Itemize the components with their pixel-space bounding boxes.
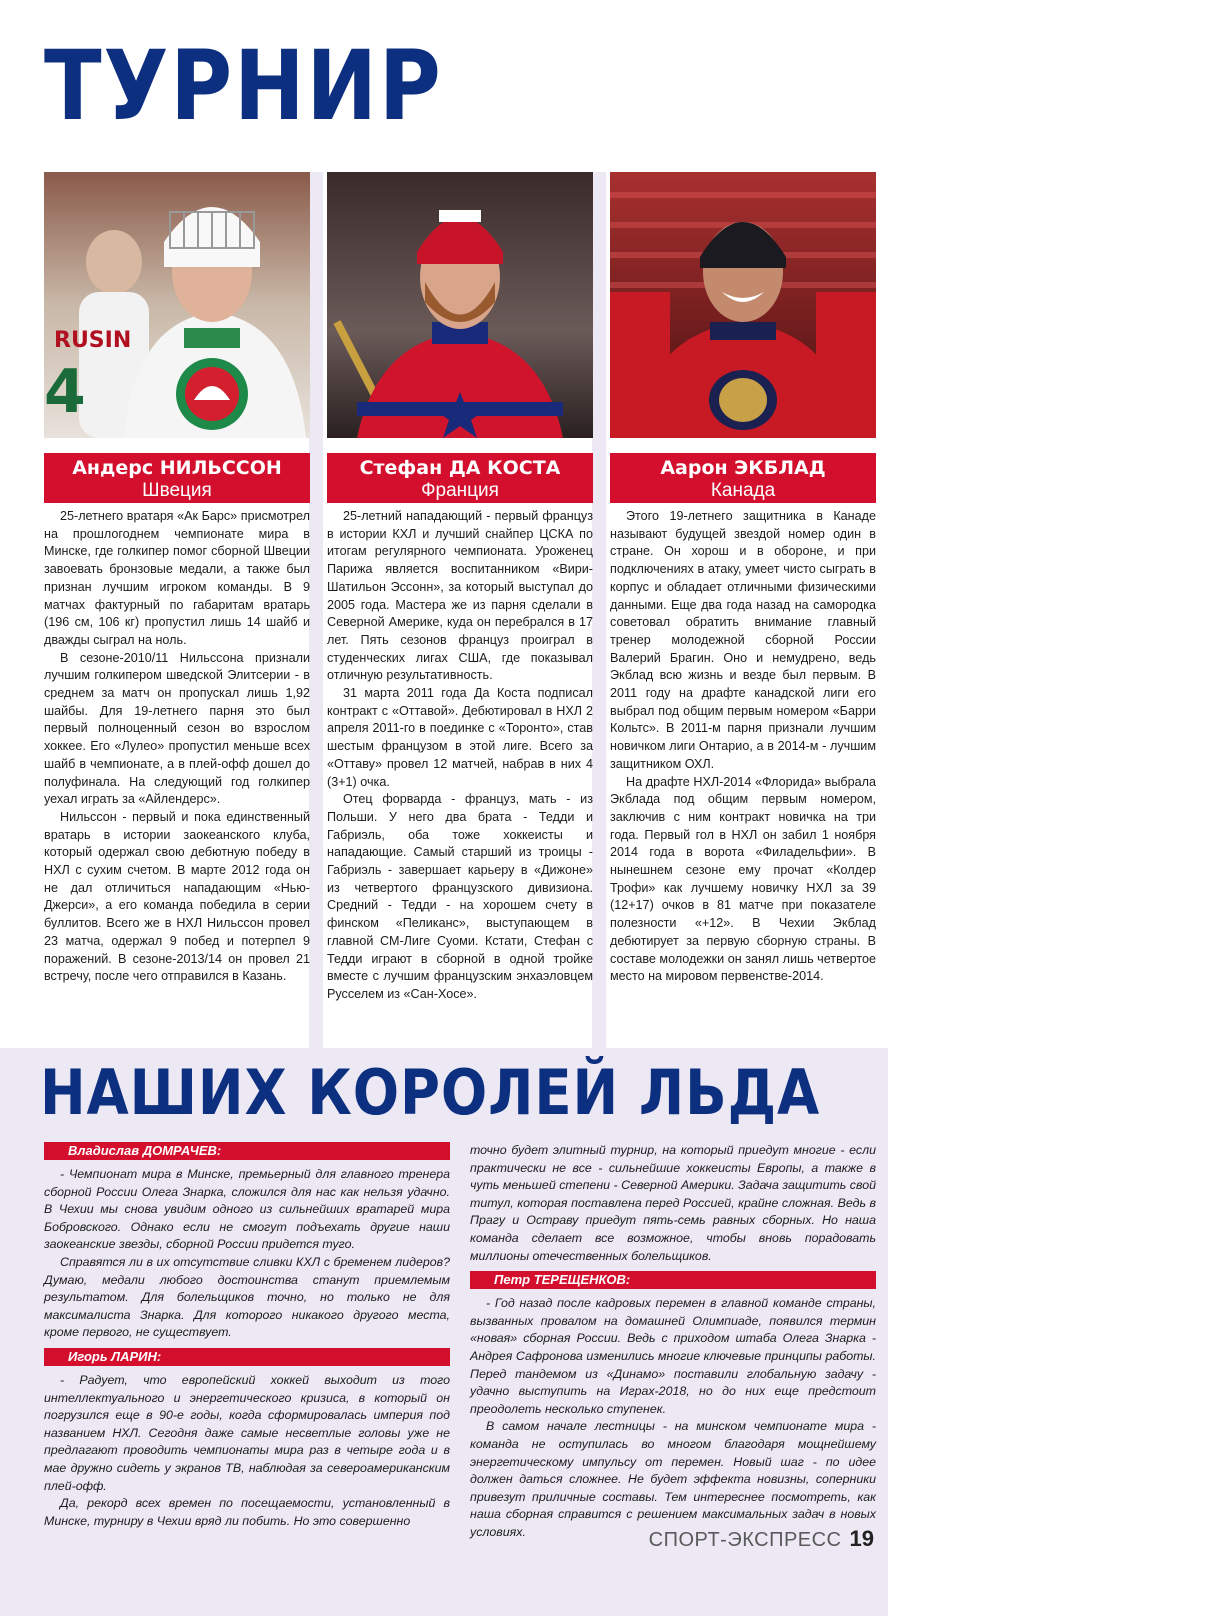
player-banner xyxy=(610,453,876,503)
svg-text:RUSIN: RUSIN xyxy=(54,328,132,353)
quote-paragraph: - Радует, что европейский хоккей выходит из того интеллектуального и энергетического кризиса, в который он погрузился еще в 90-е годы, когда сформировалась империя под названием НХЛ. Сегодня даже самые несветлые головы уже не предлагают проводить чемпионаты мира раз в четыре года и в мае дружно сидеть у экранов ТВ, наблюдая за североамериканским плей-офф. xyxy=(44,1372,450,1493)
player-photo-nilsson xyxy=(44,172,310,438)
player-bio xyxy=(327,508,593,1004)
speaker-label: Владислав ДОМРАЧЕВ: xyxy=(44,1142,450,1160)
page-footer xyxy=(649,1526,874,1552)
bio-paragraph: Отец форварда - француз, мать - из Польши. У него два брата - Тедди и Габриэль, оба тоже хоккеисты и нападающие. Самый старший из троицы - Габриэль - завершает карьеру в «Дижоне» из четвертого французского дивизиона. Средний - Тедди - на хорошем счету в финском «Пеликанс», выступающем в главной СМ-Лиге Суоми. Кстати, Стефан с Тедди играют в сборной в одной тройке вместе с лучшим французским энхаэловцем Русселем из «Сан-Хосе». xyxy=(327,792,593,1001)
column-divider xyxy=(592,172,606,1048)
commentary-left-column xyxy=(44,1142,450,1530)
player-photo-ekblad xyxy=(610,172,876,438)
bio-paragraph: Этого 19-летнего защитника в Канаде называют будущей звездой номер один в стране. Он хорош и в обороне, и при подключениях в атаку, умеет чисто сыграть в корпус и обладает отличными физическими данными. Еще два года назад на самородка советовал обратить внимание главный тренер молодежной сборной России Валерий Брагин. Оно и немудрено, ведь Экблад всю жизнь и везде был первым. В 2011 году на драфте канадской лиги его выбрал под общим первым номером «Барри Кольтс». В 2011-м парня признали лучшим новичком лиги Онтарио, а в 2014-м - лучшим защитником ОХЛ. xyxy=(610,509,876,771)
bio-paragraph: 25-летнего вратаря «Ак Барс» присмотрел на прошлогоднем чемпионате мира в Минске, где голкипер помог сборной Швеции завоевать бронзовые медали, а также был признан лучшим игроком команды. В 9 матчах фактурный по габаритам вратарь (196 см, 106 кг) пропустил лишь 14 шайб и дважды сыграл на ноль. xyxy=(44,509,310,647)
headline-bottom: НАШИХ КОРОЛЕЙ ЛЬДА xyxy=(40,1056,821,1129)
quote-paragraph: точно будет элитный турнир, на который приедут многие - если практически не все - сильнейшие хоккеисты Европы, а также в чуть меньшей степени - Северной Америки. Задача защитить свой титул, которая поставлена перед Россией, крайне сложная. Ведь в Прагу и Остраву приедут пять-семь равных сборных. Но наша команда сделает все возможное, чтобы вновь порадовать миллионы отечественных болельщиков. xyxy=(470,1143,876,1263)
svg-text:4: 4 xyxy=(44,357,86,427)
speaker-label: Игорь ЛАРИН: xyxy=(44,1348,450,1366)
player-banner xyxy=(44,453,310,503)
quote-paragraph: - Год назад после кадровых перемен в главной команде страны, вызванных провалом на домашней Олимпиаде, появился термин «новая» сборная России. Ведь с приходом штаба Олега Знарка - Андрея Сафронова изменились многие ключевые принципы работы. Перед тандемом из «Динамо» поставили глобальную задачу - удачно выступить на Играх-2018, но до них еще предстоит преодолеть несколько ступенек. xyxy=(470,1296,876,1416)
page-number: 19 xyxy=(849,1526,874,1551)
quote-paragraph: В самом начале лестницы - на минском чемпионате мира - команда не оступилась во многом благодаря мощнейшему энергетическому импульсу от перемен. Новый шаг - по идее должен даться сложнее. Не будет эффекта новизны, соперники привезут приличные составы. Тем интереснее посмотреть, как наша сборная справится с решением максимальных задач в новых условиях. xyxy=(470,1419,876,1539)
quote-paragraph: Да, рекорд всех времен по посещаемости, установленный в Минске, турниру в Чехии вряд ли побить. Но это совершенно xyxy=(44,1496,450,1528)
player-column-nilsson xyxy=(44,172,310,986)
player-name: Андерс НИЛЬССОН xyxy=(72,457,282,479)
bio-paragraph: В сезоне-2010/11 Нильссона признали лучшим голкипером шведской Элитсерии - в среднем за матч он пропускал лишь 1,92 шайбы. Для 19-летнего парня это был первый полноценный сезон во взрослом хоккее. Его «Лулео» пропустил меньше всех шайб в чемпионате, а в плей-офф дошел до полуфинала. На следующий год голкипер уехал играть за «Айлендерс». xyxy=(44,650,310,807)
player-country: Канада xyxy=(710,480,776,501)
bio-paragraph: Нильссон - первый и пока единственный вратарь в истории заокеанского клуба, который одержал свою дебютную победу в НХЛ с сухим счетом. В марте 2012 года он не дал отличиться нападающим «Нью-Джерси», а его команда победила в серии буллитов. Всего же в НХЛ Нильссон провел 23 матча, одержал 9 побед и потерпел 9 поражений. В сезоне-2013/14 он провел 21 встречу, после чего отправился в Казань. xyxy=(44,809,310,984)
player-bio xyxy=(610,508,876,986)
column-divider xyxy=(309,172,323,1048)
bio-paragraph: 31 марта 2011 года Да Коста подписал контракт с «Оттавой». Дебютировал в НХЛ 2 апреля 2011-го в поединке с «Торонто», став шестым французом в этой лиге. Всего за «Оттаву» провел 12 матчей, набрав в них 4 (3+1) очка. xyxy=(327,686,593,789)
player-bio xyxy=(44,508,310,986)
speaker-label: Петр ТЕРЕЩЕНКОВ: xyxy=(470,1271,876,1289)
publication-name: СПОРТ-ЭКСПРЕСС xyxy=(648,1529,842,1551)
player-country: Франция xyxy=(421,480,499,501)
headline-top: ТУРНИР xyxy=(44,30,443,142)
bio-paragraph: 25-летний нападающий - первый француз в истории КХЛ и лучший снайпер ЦСКА по итогам регулярного чемпионата. Уроженец Парижа является воспитанником «Вири-Шатильон Эссонн», за который выступал до 2005 года. Мастера же из парня сделали в Северной Америке, куда он перебрался в 17 лет. Пять сезонов француз проиграл в студенческих лигах США, где показывал отличную результативность. xyxy=(327,509,593,683)
player-column-ekblad xyxy=(610,172,876,986)
player-banner xyxy=(327,453,593,503)
bio-paragraph: На драфте НХЛ-2014 «Флорида» выбрала Экблада под общим первым номером, заключив с ним контракт новичка на три года. Первый гол в НХЛ он забил 1 ноября 2014 года в ворота «Филадельфии». В нынешнем сезоне ему прочат «Колдер Трофи» как лучшему новичку НХЛ за 39 (12+17) очков в 81 матче при показателе полезности «+12». В Чехии Экблад дебютирует за первую сборную страны. В составе молодежки он занял лишь четвертое место на мировом первенстве-2014. xyxy=(610,774,876,984)
player-country: Швеция xyxy=(142,480,212,501)
player-column-dacosta xyxy=(327,172,593,1004)
commentary-right-column xyxy=(470,1142,876,1541)
player-photo-dacosta xyxy=(327,172,593,438)
quote-paragraph: - Чемпионат мира в Минске, премьерный для главного тренера сборной России Олега Знарка, сложился для нас как нельзя удачно. В Чехии мы снова увидим одного из сильнейших вратарей мира Бобровского. Однако если не смогут подъехать другие наши заокеанские звезды, сборной России придется туго. xyxy=(44,1167,450,1252)
player-name: Аарон ЭКБЛАД xyxy=(660,457,826,479)
quote-paragraph: Справятся ли в их отсутствие сливки КХЛ с бременем лидеров? Думаю, медали любого достоинства станут приемлемым результатом. Для болельщиков точно, но только не для максималиста Знарка. Для которого никакого другого места, кроме первого, не существует. xyxy=(44,1254,450,1340)
player-name: Стефан ДА КОСТА xyxy=(359,457,561,479)
